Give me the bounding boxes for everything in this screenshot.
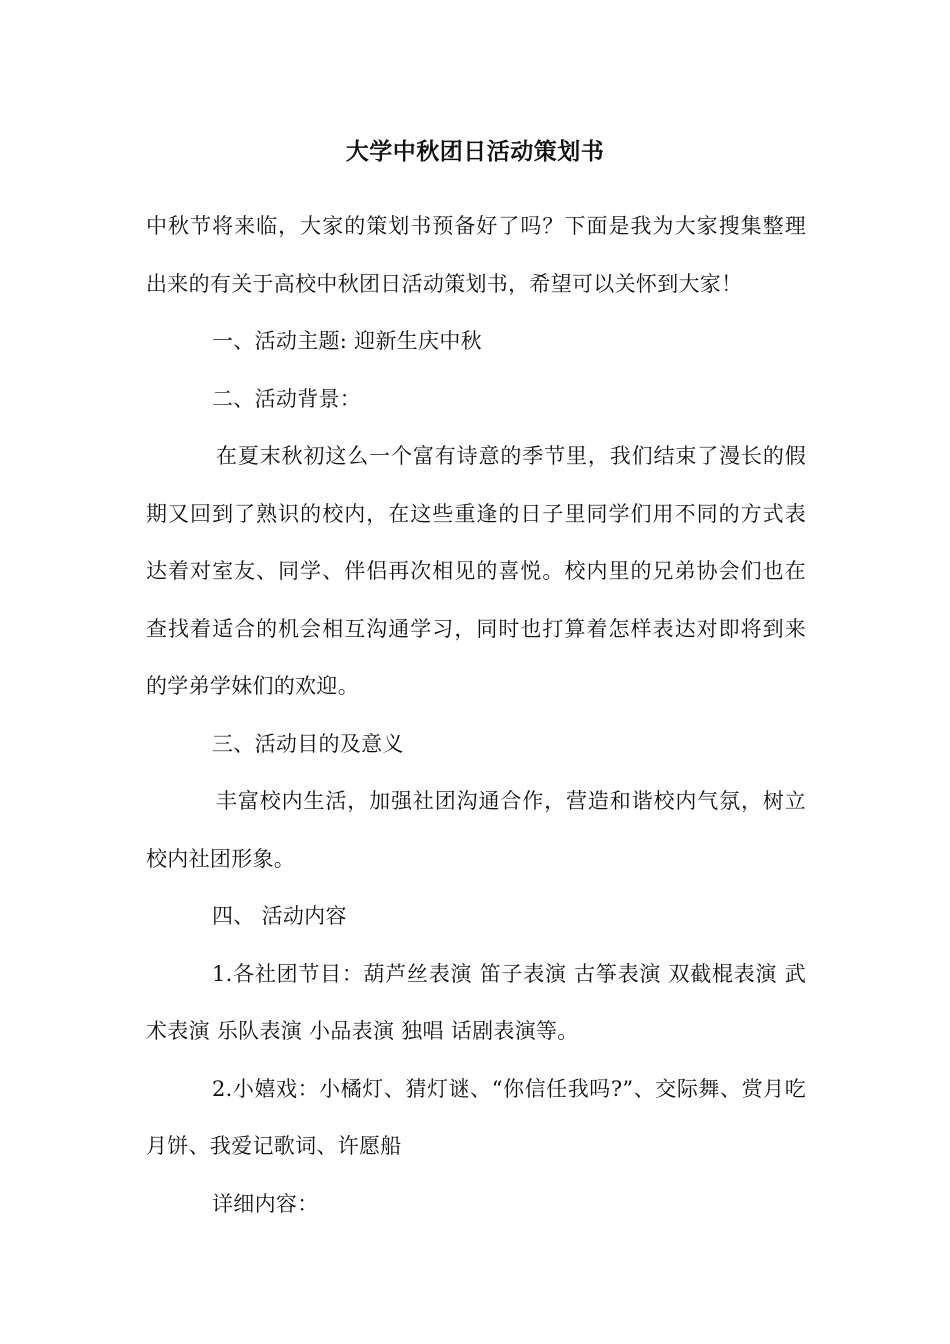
paragraph-intro: 中秋节将来临，大家的策划书预备好了吗？下面是我为大家搜集整理出来的有关于高校中秋团日活动策划书，希望可以关怀到大家！ [146, 214, 806, 296]
heading-purpose: 三、活动目的及意义 [212, 731, 404, 756]
paragraph-purpose: 丰富校内生活，加强社团沟通合作，营造和谐校内气氛，树立校内社团形象。 [146, 789, 806, 871]
heading-background: 二、活动背景： [212, 386, 362, 411]
list-item-games: 2.小嬉戏：小橘灯、猜灯谜、“你信任我吗?”、交际舞、赏月吃月饼、我爱记歌词、许愿船 [146, 1076, 806, 1158]
heading-details: 详细内容： [212, 1191, 319, 1216]
document-body [146, 198, 806, 1233]
heading-theme: 一、活动主题: 迎新生庆中秋 [212, 329, 482, 353]
document-title: 大学中秋团日活动策划书 [345, 138, 605, 165]
heading-content: 四、 活动内容 [212, 904, 347, 928]
paragraph-background: 在夏末秋初这么一个富有诗意的季节里，我们结束了漫长的假期又回到了熟识的校内，在这些重逢的日子里同学们用不同的方式表达着对室友、同学、伴侣再次相见的喜悦。校内里的兄弟协会们也在查找着适合的机会相互沟通学习，同时也打算着怎样表达对即将到来的学弟学妹们的欢迎。 [146, 444, 806, 698]
list-item-performances: 1.各社团节目：葫芦丝表演 笛子表演 古筝表演 双截棍表演 武术表演 乐队表演 小品表演 独唱 话剧表演等。 [146, 961, 806, 1043]
